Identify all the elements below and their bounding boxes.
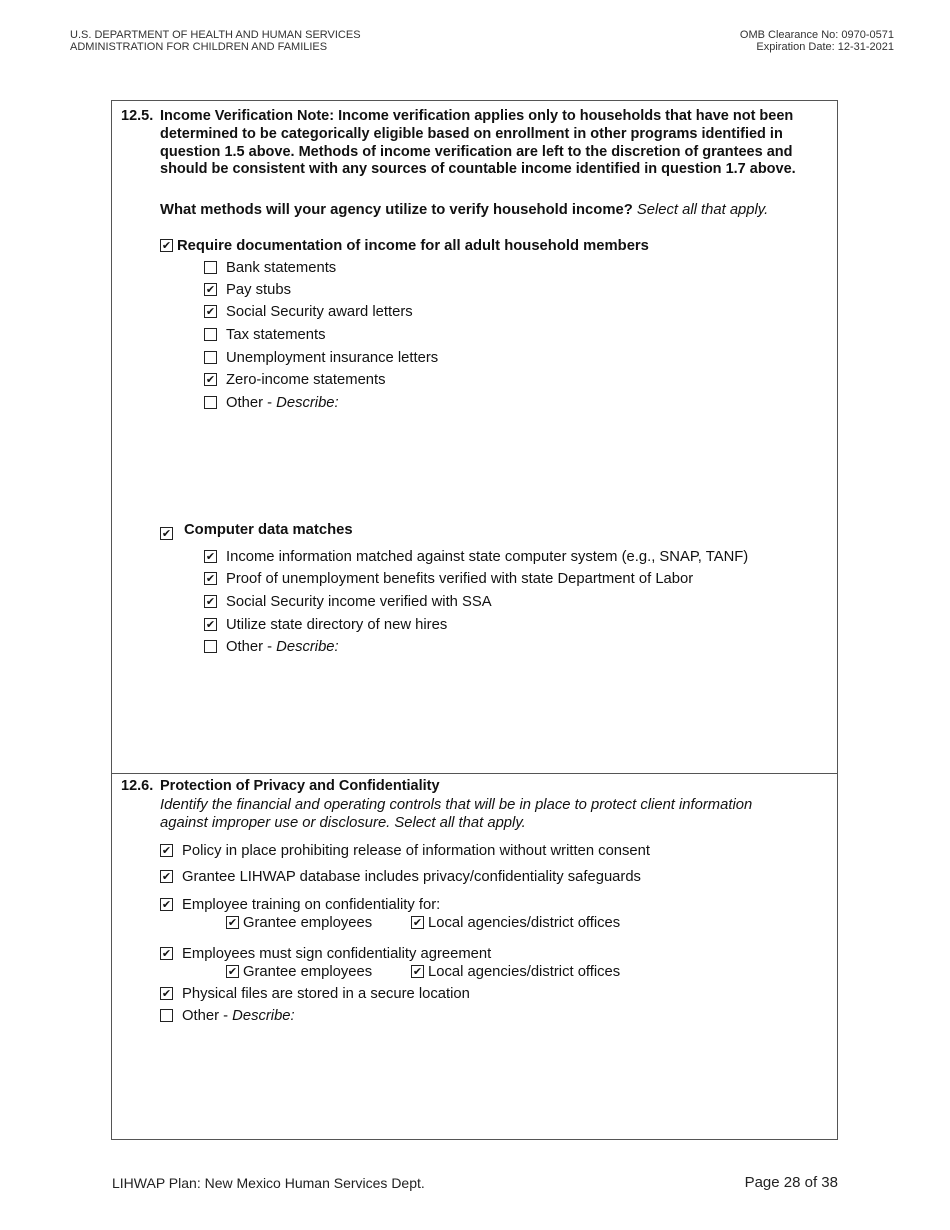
header-expiration-date: Expiration Date: 12-31-2021 [756, 41, 894, 53]
checkbox-sign-local[interactable] [411, 965, 424, 978]
option-policy-release[interactable] [160, 842, 650, 860]
label-training-local: Local agencies/district offices [428, 915, 621, 931]
label-state-computer-system: Income information matched against state computer system (e.g., SNAP, TANF) [226, 549, 749, 565]
option-unemployment-letters[interactable] [204, 349, 438, 367]
label-database-safeguards: Grantee LIHWAP database includes privacy/confidentiality safeguards [182, 869, 641, 885]
question-12-5-number: 12.5. [121, 108, 154, 124]
question-12-5-prompt [160, 201, 768, 219]
label-sign-local: Local agencies/district offices [428, 964, 621, 980]
checkbox-training-grantee[interactable] [226, 916, 239, 929]
label-bank-statements: Bank statements [226, 260, 337, 276]
checkbox-pay-stubs[interactable] [204, 283, 217, 296]
label-dept-of-labor: Proof of unemployment benefits verified with state Department of Labor [226, 571, 694, 587]
option-sign-agreement[interactable] [160, 945, 491, 963]
checkbox-ssa-verified[interactable] [204, 595, 217, 608]
checkbox-sign-grantee[interactable] [226, 965, 239, 978]
question-12-6-instruction-1: Identify the financial and operating controls that will be in place to protect client information [160, 797, 753, 813]
option-database-safeguards[interactable] [160, 868, 641, 886]
checkbox-other-data-match[interactable] [204, 640, 217, 653]
question-12-5-question: What methods will your agency utilize to verify household income? [160, 202, 633, 218]
footer-page-number: Page 28 of 38 [744, 1174, 838, 1191]
question-12-6-number: 12.6. [121, 778, 154, 794]
question-12-5-instruction: Select all that apply. [636, 202, 769, 218]
checkbox-database-safeguards[interactable] [160, 870, 173, 883]
label-secure-files: Physical files are stored in a secure location [182, 986, 470, 1002]
option-computer-data-matches[interactable] [160, 521, 353, 540]
omb-header [740, 29, 894, 53]
label-sign-agreement: Employees must sign confidentiality agreement [182, 946, 492, 962]
option-other-data-match[interactable] [204, 638, 339, 656]
question-12-5-title: Income Verification Note: Income verification applies only to households that have not been determined to be categorically eligible based on enrollment in other programs identified in question 1.5 above. Methods of income verification are left to the discretion of grantees and should be consistent with any sources of countable income identified in question 1.7 above. [160, 108, 796, 178]
option-ssa-verified[interactable] [204, 593, 492, 611]
label-policy-release: Policy in place prohibiting release of information without written consent [182, 843, 650, 859]
option-other-documentation[interactable] [204, 394, 339, 412]
label-other-privacy: Other - [182, 1008, 233, 1024]
option-sign-grantee[interactable] [226, 963, 372, 981]
option-new-hires[interactable] [204, 616, 447, 634]
agency-header [70, 29, 361, 53]
option-bank-statements[interactable] [204, 259, 336, 277]
option-training-local[interactable] [411, 914, 620, 932]
option-employee-training[interactable] [160, 896, 440, 914]
option-dept-of-labor[interactable] [204, 570, 693, 588]
option-tax-statements[interactable] [204, 326, 326, 344]
option-state-computer-system[interactable] [204, 548, 748, 566]
label-tax-statements: Tax statements [226, 327, 326, 343]
checkbox-sign-agreement[interactable] [160, 947, 173, 960]
label-computer-data-matches: Computer data matches [184, 522, 353, 538]
checkbox-training-local[interactable] [411, 916, 424, 929]
checkbox-employee-training[interactable] [160, 898, 173, 911]
question-12-6-title: Protection of Privacy and Confidentiality [160, 778, 440, 794]
checkbox-other-privacy[interactable] [160, 1009, 173, 1022]
header-administration: ADMINISTRATION FOR CHILDREN AND FAMILIES [70, 41, 328, 53]
label-new-hires: Utilize state directory of new hires [226, 617, 448, 633]
option-pay-stubs[interactable] [204, 281, 291, 299]
checkbox-computer-data-matches[interactable] [160, 527, 173, 540]
checkbox-policy-release[interactable] [160, 844, 173, 857]
describe-other-privacy: Describe: [232, 1008, 295, 1024]
checkbox-tax-statements[interactable] [204, 328, 217, 341]
label-ssa-verified: Social Security income verified with SSA [226, 594, 492, 610]
option-training-grantee[interactable] [226, 914, 372, 932]
describe-other-data-match: Describe: [276, 639, 339, 655]
label-pay-stubs: Pay stubs [226, 282, 291, 298]
label-require-documentation: Require documentation of income for all adult household members [177, 238, 649, 254]
label-training-grantee: Grantee employees [243, 915, 373, 931]
checkbox-other-documentation[interactable] [204, 396, 217, 409]
label-other-data-match: Other - [226, 639, 277, 655]
question-12-6-instruction-2: against improper use or disclosure. Select all that apply. [160, 815, 526, 831]
checkbox-zero-income[interactable] [204, 373, 217, 386]
label-ss-award-letters: Social Security award letters [226, 304, 413, 320]
header-department: U.S. DEPARTMENT OF HEALTH AND HUMAN SERVICES [70, 29, 361, 41]
checkbox-ss-award-letters[interactable] [204, 305, 217, 318]
checkbox-dept-of-labor[interactable] [204, 572, 217, 585]
section-divider [111, 773, 838, 774]
checkbox-unemployment-letters[interactable] [204, 351, 217, 364]
checkbox-bank-statements[interactable] [204, 261, 217, 274]
option-ss-award-letters[interactable] [204, 303, 413, 321]
label-unemployment-letters: Unemployment insurance letters [226, 350, 439, 366]
option-secure-files[interactable] [160, 985, 470, 1003]
option-other-privacy[interactable] [160, 1007, 295, 1025]
checkbox-require-documentation[interactable] [160, 239, 173, 252]
option-require-documentation[interactable] [160, 237, 649, 255]
checkbox-state-computer-system[interactable] [204, 550, 217, 563]
label-other-documentation: Other - [226, 395, 277, 411]
option-zero-income[interactable] [204, 371, 386, 389]
option-sign-local[interactable] [411, 963, 620, 981]
header-omb-clearance: OMB Clearance No: 0970-0571 [739, 29, 894, 41]
checkbox-new-hires[interactable] [204, 618, 217, 631]
checkbox-secure-files[interactable] [160, 987, 173, 1000]
label-zero-income: Zero-income statements [226, 372, 386, 388]
label-sign-grantee: Grantee employees [243, 964, 373, 980]
footer-plan-name: LIHWAP Plan: New Mexico Human Services Dept. [112, 1175, 425, 1191]
label-employee-training: Employee training on confidentiality for: [182, 897, 441, 913]
describe-other-documentation: Describe: [276, 395, 339, 411]
